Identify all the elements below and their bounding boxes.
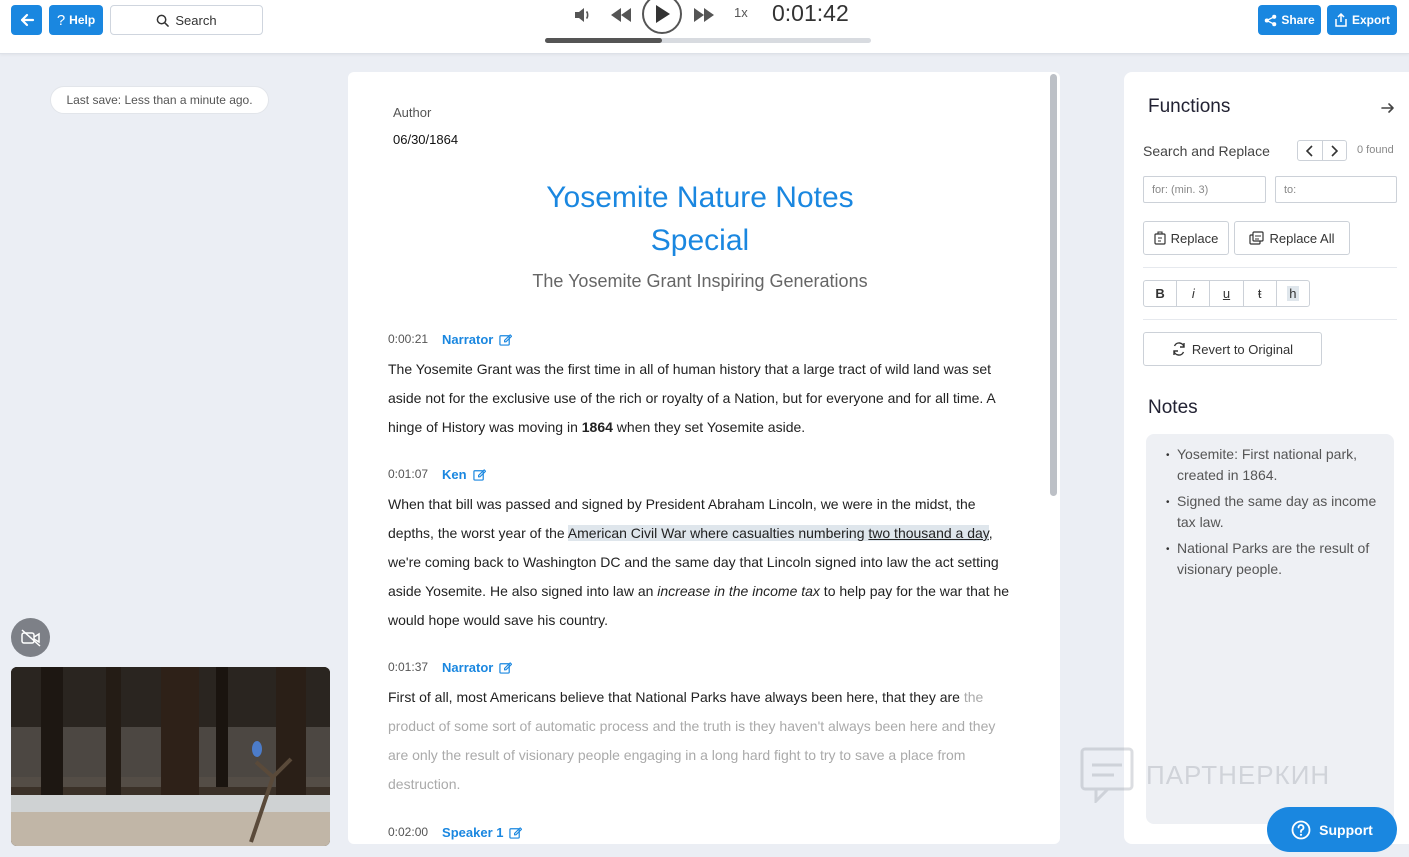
edit-icon[interactable] xyxy=(499,661,512,674)
edit-icon[interactable] xyxy=(509,826,522,839)
functions-title: Functions xyxy=(1148,96,1231,117)
transcript-document xyxy=(348,72,1060,844)
replace-all-button[interactable] xyxy=(1234,221,1350,255)
progress-fill xyxy=(545,38,662,43)
share-icon xyxy=(1264,14,1277,27)
segment-text[interactable]: First of all, most Americans believe that National Parks have always been here, that they are the product of some sort of automatic process and the truth is they haven't always been here and they are only the result of visionary people engaging in a long hard fight to try to save a place from destruction. xyxy=(388,689,996,792)
help-circle-icon xyxy=(1291,820,1311,840)
edit-icon[interactable] xyxy=(473,468,486,481)
next-match-button[interactable] xyxy=(1323,141,1347,160)
share-button[interactable] xyxy=(1258,5,1321,35)
document-subtitle[interactable]: The Yosemite Grant Inspiring Generations xyxy=(532,271,868,291)
collapse-panel-button[interactable] xyxy=(1380,100,1396,121)
transcript-segment xyxy=(388,329,1013,442)
search-replace-label: Search and Replace xyxy=(1143,143,1270,159)
segment-text[interactable]: The Yosemite Grant was the first time in all of human history that a large tract of wild land was set aside not for the exclusive use of the rich or royalty of a Nation, but for everyone and for all time. A hinge of History was moving in 1864 when they set Yosemite aside. xyxy=(388,361,995,435)
help-button[interactable] xyxy=(49,5,103,35)
author-label[interactable]: Author xyxy=(393,105,432,120)
rewind-icon xyxy=(609,6,633,24)
play-button[interactable] xyxy=(642,0,682,34)
search-icon xyxy=(156,14,169,27)
chevron-right-icon xyxy=(1330,145,1338,157)
segment-timestamp[interactable]: 0:01:07 xyxy=(388,467,429,481)
divider xyxy=(1143,267,1397,268)
replace-label: Replace xyxy=(1170,230,1219,246)
note-item: • Yosemite: First national park, created in 1864. xyxy=(1166,444,1382,486)
refresh-icon xyxy=(1172,342,1186,356)
functions-panel xyxy=(1124,72,1409,844)
chat-logo-icon xyxy=(1080,747,1134,803)
share-label: Share xyxy=(1281,13,1315,27)
bold-button[interactable]: B xyxy=(1144,281,1177,306)
italic-button[interactable]: i xyxy=(1177,281,1210,306)
segment-speaker[interactable]: Ken xyxy=(442,467,486,482)
export-label: Export xyxy=(1351,13,1390,27)
transcript-segment xyxy=(388,464,1013,635)
watermark-text: ПАРТНЕРКИН xyxy=(1146,759,1331,790)
edit-icon[interactable] xyxy=(499,333,512,346)
export-button[interactable] xyxy=(1327,5,1397,35)
search-navigation xyxy=(1297,140,1347,161)
rewind-button[interactable] xyxy=(608,4,634,26)
question-icon: ? xyxy=(56,11,66,29)
match-count: 0 found xyxy=(1357,144,1394,156)
support-label: Support xyxy=(1319,821,1373,838)
segment-timestamp[interactable]: 0:02:00 xyxy=(388,825,429,839)
playback-speed[interactable]: 1x xyxy=(734,5,748,20)
document-date[interactable]: 06/30/1864 xyxy=(393,132,459,147)
camera-off-icon xyxy=(20,629,42,647)
current-time: 0:01:42 xyxy=(772,0,849,26)
video-frame-image xyxy=(11,667,330,846)
replace-to-input[interactable]: to: xyxy=(1275,176,1397,203)
search-label: Search xyxy=(175,12,217,28)
replace-button[interactable] xyxy=(1143,221,1229,255)
segment-speaker[interactable]: Narrator xyxy=(442,332,512,347)
strikethrough-button[interactable]: ŧ xyxy=(1244,281,1277,306)
export-icon xyxy=(1334,13,1348,27)
last-save-status: Last save: Less than a minute ago. xyxy=(50,86,269,114)
video-preview[interactable] xyxy=(11,667,330,846)
arrow-left-icon xyxy=(19,12,35,28)
back-button[interactable] xyxy=(11,5,42,35)
fast-forward-button[interactable] xyxy=(691,4,717,26)
replace-icon xyxy=(1154,231,1166,245)
divider xyxy=(1143,319,1397,320)
transcript-segment xyxy=(388,822,1013,842)
highlight-button[interactable]: h xyxy=(1289,286,1297,301)
support-button[interactable] xyxy=(1267,807,1397,852)
previous-match-button[interactable] xyxy=(1298,141,1323,160)
note-item: • National Parks are the result of visionary people. xyxy=(1166,538,1382,580)
revert-to-original-button[interactable] xyxy=(1143,332,1322,366)
search-button[interactable] xyxy=(110,5,263,35)
arrow-right-icon xyxy=(1380,100,1396,116)
notes-title: Notes xyxy=(1148,397,1198,418)
search-for-input[interactable]: for: (min. 3) xyxy=(1143,176,1266,203)
progress-bar[interactable] xyxy=(545,38,871,43)
segment-speaker[interactable]: Narrator xyxy=(442,660,512,675)
fast-forward-icon xyxy=(692,6,716,24)
transcript-segment xyxy=(388,657,1013,799)
help-label: Help xyxy=(69,13,96,27)
watermark xyxy=(1080,747,1330,803)
top-bar xyxy=(0,0,1409,54)
revert-label: Revert to Original xyxy=(1191,341,1294,357)
segment-speaker[interactable]: Speaker 1 xyxy=(442,825,522,840)
replace-all-icon xyxy=(1249,231,1264,245)
document-title[interactable]: Yosemite Nature Notes Special xyxy=(546,181,854,257)
volume-button[interactable] xyxy=(572,4,594,26)
play-icon xyxy=(653,4,671,24)
underline-button[interactable]: u xyxy=(1210,281,1243,306)
format-toolbar xyxy=(1143,280,1310,307)
segment-timestamp[interactable]: 0:01:37 xyxy=(388,660,429,674)
camera-toggle-button[interactable] xyxy=(11,618,50,657)
segment-text[interactable]: When that bill was passed and signed by President Abraham Lincoln, we were in the midst, the depths, the worst year of the American Civil War where casualties numbering two thousand a day, we're coming back to Washington DC and the same day that Lincoln signed into law the act setting aside Yosemite. He also signed into law an increase in the income tax to help pay for the war that he would hope would save his country. xyxy=(388,496,1010,628)
segment-timestamp[interactable]: 0:00:21 xyxy=(388,332,429,346)
document-scrollbar[interactable] xyxy=(1050,74,1057,496)
chevron-left-icon xyxy=(1306,145,1314,157)
replace-all-label: Replace All xyxy=(1269,230,1335,246)
volume-icon xyxy=(573,6,593,24)
note-item: • Signed the same day as income tax law. xyxy=(1166,491,1382,533)
